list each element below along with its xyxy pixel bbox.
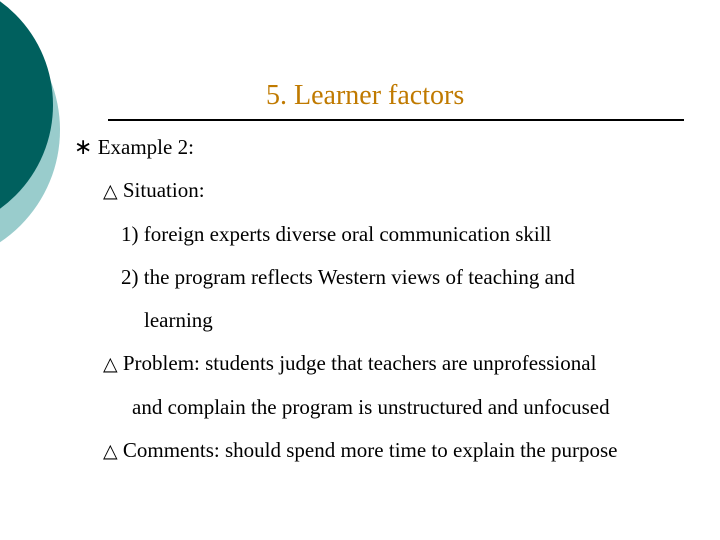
triangle-icon: △ (103, 180, 118, 202)
problem-text: Problem: students judge that teachers are unprofessional (122, 351, 597, 375)
problem-line (103, 350, 596, 377)
situation-label: Situation: (122, 178, 205, 202)
list-item: 2) the program reflects Western views of teaching and (121, 265, 575, 289)
asterisk-icon: ∗ (74, 135, 93, 160)
problem-continuation: and complain the program is unstructured and unfocused (132, 395, 610, 419)
comments-text: Comments: should spend more time to explain the purpose (122, 438, 618, 462)
slide-title: 5. Learner factors (266, 80, 465, 111)
example-label: Example 2: (97, 135, 194, 159)
list-item: 1) foreign experts diverse oral communication skill (121, 222, 552, 246)
example-line (74, 134, 194, 161)
situation-line (103, 177, 205, 204)
list-item: learning (144, 308, 213, 332)
comments-line (103, 437, 617, 464)
decorative-circles (0, 0, 60, 300)
title-underline (108, 119, 684, 121)
triangle-icon: △ (103, 353, 118, 375)
triangle-icon: △ (103, 440, 118, 462)
